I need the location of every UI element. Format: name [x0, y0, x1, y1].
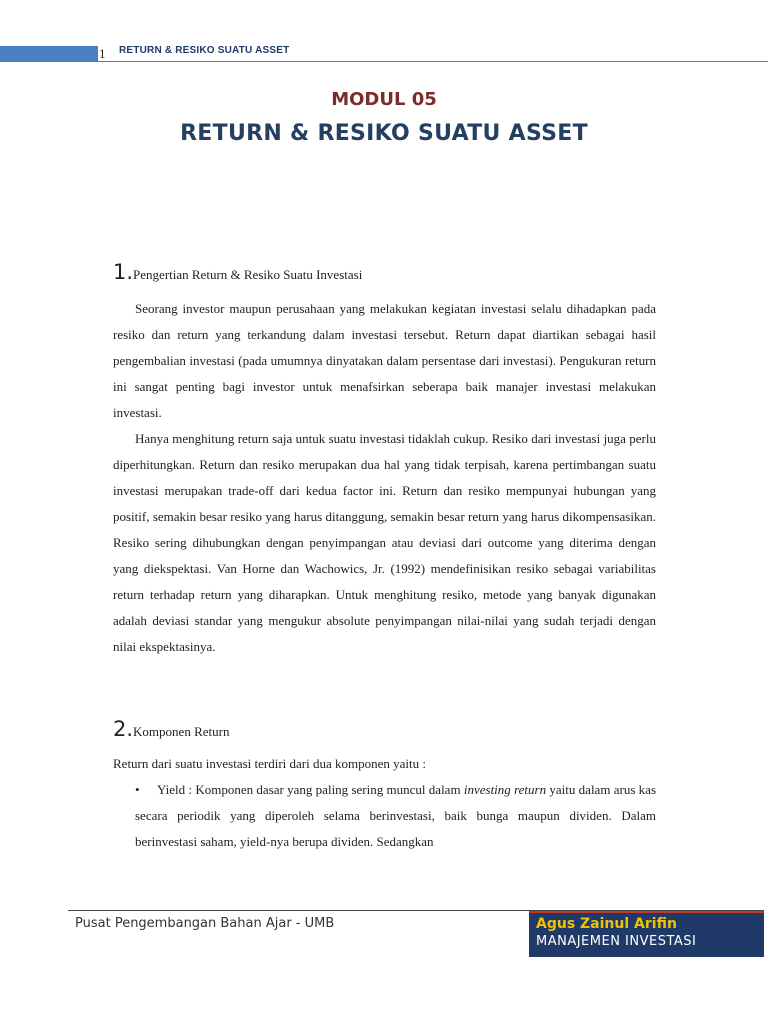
module-label: MODUL 05: [331, 89, 437, 110]
bullet-italic-term: investing return: [463, 782, 547, 797]
paragraph: Hanya menghitung return saja untuk suatu investasi tidaklah cukup. Resiko dari investasi juga perlu diperhitungkan. Return dan resiko merupakan dua hal yang tidak terpisah, karena pertimbangan suatu investasi merupakan trade-off dari kedua factor ini. Return dan resiko mempunyai hubungan yang positif, semakin besar resiko yang harus ditanggung, semakin besar return yang harus dikompensasikan. Resiko sering dihubungkan dengan penyimpangan atau deviasi dari outcome yang diterima dengan yang diekspektasi. Van Horne dan Wachowics, Jr. (1992) mendefinisikan resiko sebagai variabilitas return terhadap return yang diharapkan. Untuk menghitung resiko, metode yang banyak digunakan adalah deviasi standar yang mengukur absolute penyimpangan nilai-nilai yang sudah terjadi dengan nilai ekspektasinya.: [113, 431, 656, 654]
footer-author-box: [529, 911, 764, 957]
document-title: RETURN & RESIKO SUATU ASSET: [180, 121, 588, 146]
section-2-number: 2.: [113, 717, 134, 741]
footer-course: MANAJEMEN INVESTASI: [536, 934, 697, 949]
footer-author: Agus Zainul Arifin: [536, 916, 677, 932]
running-title: RETURN & RESIKO SUATU ASSET: [119, 45, 290, 56]
section-1-heading: [113, 260, 362, 284]
footer-institution: Pusat Pengembangan Bahan Ajar - UMB: [75, 916, 335, 931]
page-number: 1: [99, 46, 106, 61]
section-2-title: Komponen Return: [133, 724, 230, 739]
header-rule: [98, 61, 768, 62]
section-1-title: Pengertian Return & Resiko Suatu Investasi: [133, 267, 363, 282]
section-1-body: [113, 296, 656, 660]
bullet-icon: •: [135, 782, 140, 797]
bullet-text-part: Yield : Komponen dasar yang paling sering muncul dalam: [157, 782, 464, 797]
section-2-intro: Return dari suatu investasi terdiri dari dua komponen yaitu :: [113, 756, 427, 771]
paragraph: Seorang investor maupun perusahaan yang melakukan kegiatan investasi selalu dihadapkan pada resiko dan return yang terkandung dalam investasi tersebut. Return dapat diartikan sebagai hasil pengembalian investasi (pada umumnya dinyatakan dalam persentase dari investasi). Pengukuran return ini sangat penting bagi investor untuk menafsirkan seberapa baik manajer investasi melakukan investasi.: [113, 301, 656, 420]
section-1-number: 1.: [113, 260, 134, 284]
section-2-heading: [113, 717, 229, 741]
bullet-text-part: yaitu dalam arus kas secara periodik yang diperoleh selama berinvestasi, baik bunga maupun dividen. Dalam berinvestasi saham, yield-nya berupa dividen. Sedangkan: [135, 782, 657, 849]
header-accent-bar: [0, 46, 98, 62]
list-item: [135, 777, 656, 855]
bullet-text: [135, 777, 656, 855]
bullet-list: [135, 777, 656, 855]
